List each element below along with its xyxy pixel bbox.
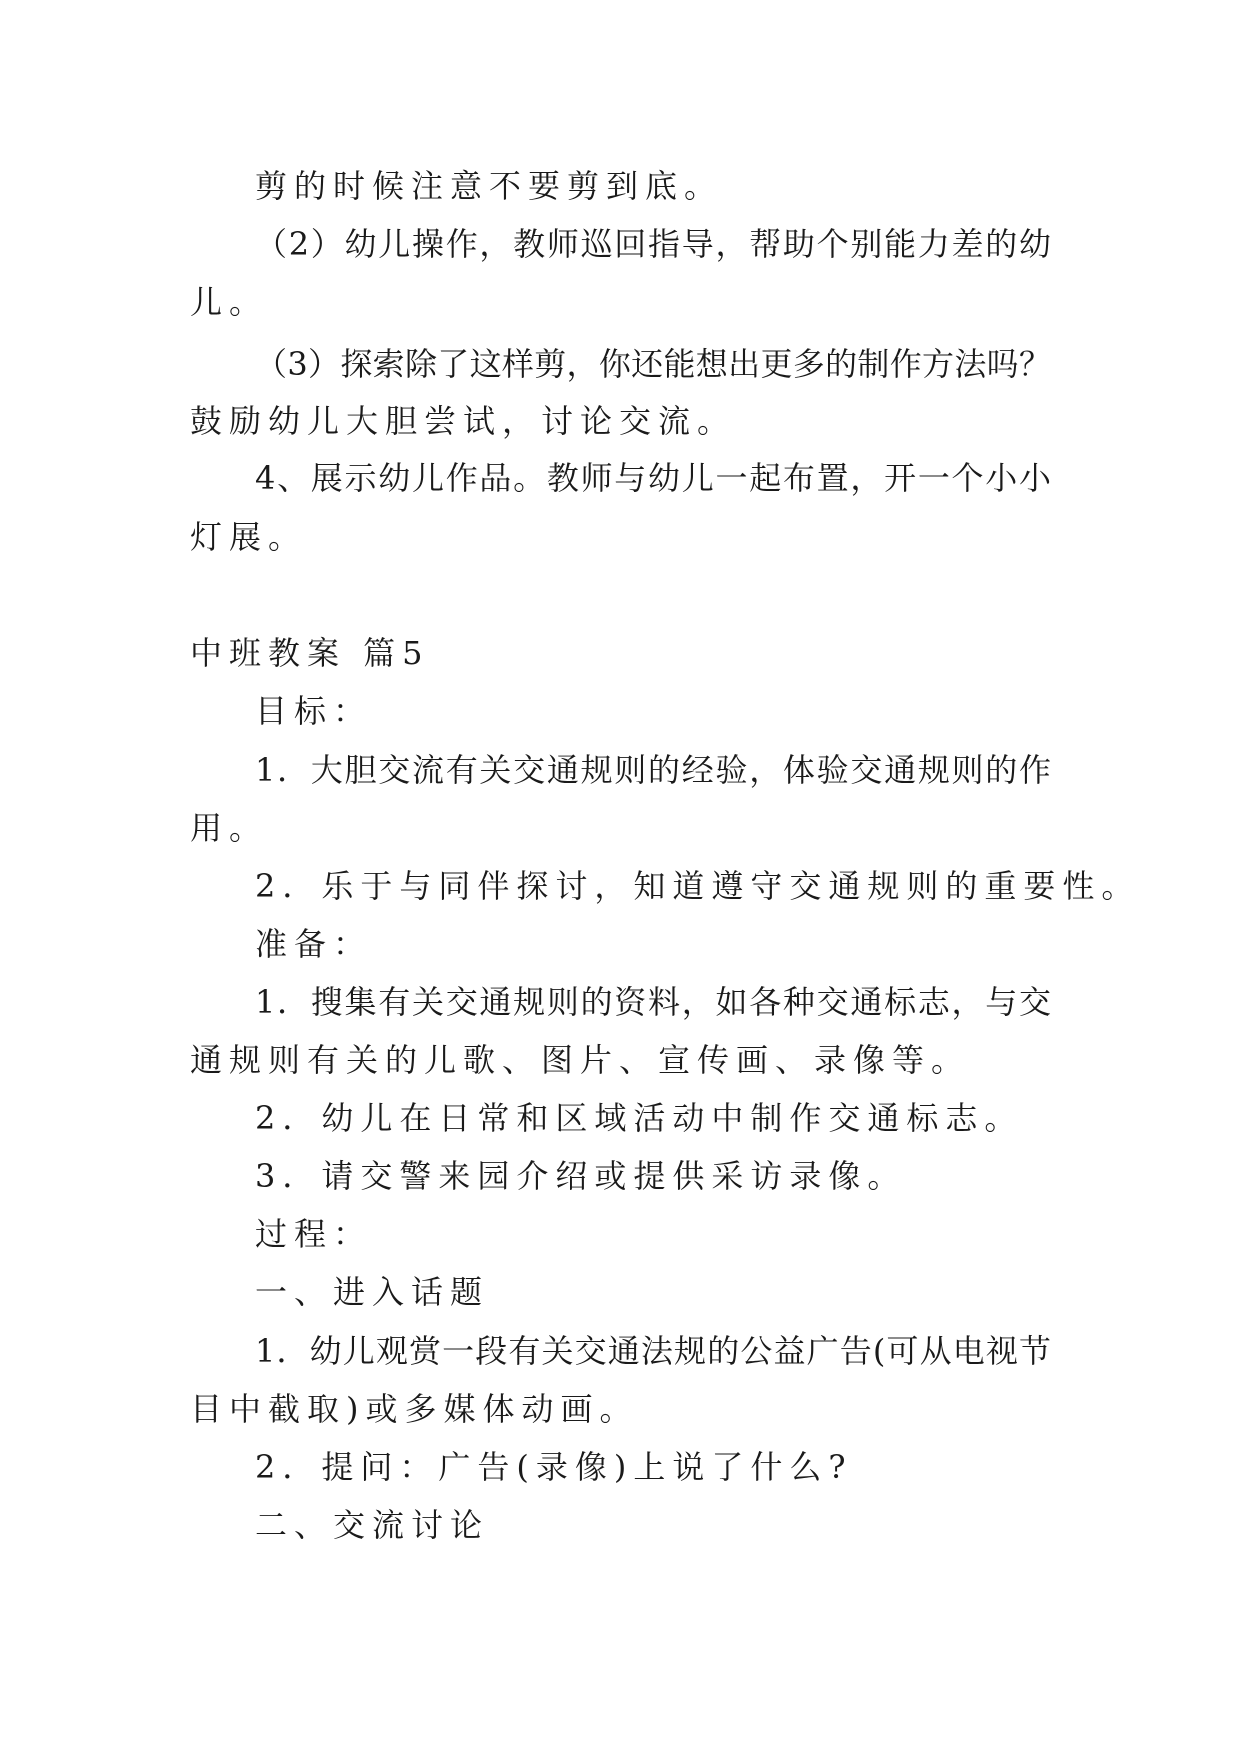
paragraph-line: 剪的时候注意不要剪到底。 — [255, 167, 724, 205]
paragraph-line: 一、进入话题 — [255, 1273, 490, 1311]
paragraph-line: 1．大胆交流有关交通规则的经验，体验交通规则的作 — [255, 751, 1051, 789]
paragraph-line: 准备： — [255, 925, 373, 963]
paragraph-line: 2．幼儿在日常和区域活动中制作交通标志。 — [255, 1099, 1024, 1137]
paragraph-line: 二、交流讨论 — [255, 1506, 490, 1544]
paragraph-line: 1．幼儿观赏一段有关交通法规的公益广告(可从电视节 — [255, 1332, 1051, 1370]
paragraph-line: 目中截取)或多媒体动画。 — [190, 1390, 639, 1428]
paragraph-line: 1．搜集有关交通规则的资料，如各种交通标志，与交 — [255, 983, 1051, 1021]
paragraph-line: 2．提问：广告(录像)上说了什么? — [255, 1448, 853, 1486]
paragraph-line: 4、展示幼儿作品。教师与幼儿一起布置，开一个小小 — [255, 459, 1051, 497]
paragraph-line: 用。 — [190, 809, 269, 847]
paragraph-line: 3．请交警来园介绍或提供采访录像。 — [255, 1157, 907, 1195]
paragraph-line: 灯展。 — [190, 518, 308, 556]
paragraph-line: （3）探索除了这样剪，你还能想出更多的制作方法吗？ — [255, 345, 1051, 383]
section-heading: 中班教案 篇5 — [190, 634, 430, 672]
paragraph-line: 2．乐于与同伴探讨，知道遵守交通规则的重要性。 — [255, 867, 1141, 905]
paragraph-line: 目标： — [255, 692, 373, 730]
paragraph-line: 通规则有关的儿歌、图片、宣传画、录像等。 — [190, 1041, 971, 1079]
paragraph-line: 鼓励幼儿大胆尝试，讨论交流。 — [190, 402, 737, 440]
paragraph-line: 过程： — [255, 1215, 373, 1253]
paragraph-line: 儿。 — [190, 283, 269, 321]
paragraph-line: （2）幼儿操作，教师巡回指导，帮助个别能力差的幼 — [255, 225, 1051, 263]
